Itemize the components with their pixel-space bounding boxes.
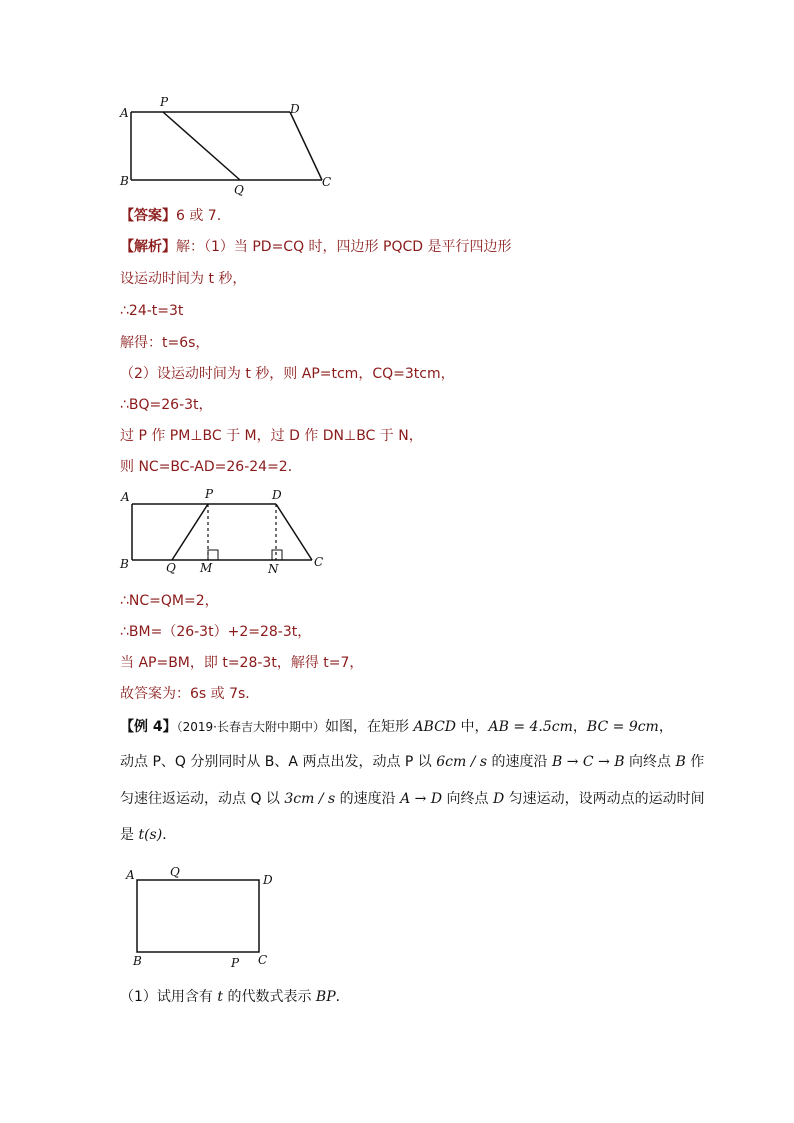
analysis-line-7: 过 P 作 PM⊥BC 于 M，过 D 作 DN⊥BC 于 N， bbox=[120, 428, 423, 444]
label-a: A bbox=[126, 868, 135, 882]
label-c: C bbox=[314, 555, 324, 569]
label-d: D bbox=[263, 873, 273, 887]
label-a: A bbox=[120, 106, 129, 120]
label-q: Q bbox=[166, 561, 176, 575]
question-1: （1）试用含有 t 的代数式表示 BP． bbox=[120, 989, 350, 1005]
label-d: D bbox=[290, 102, 300, 116]
label-c: C bbox=[322, 175, 332, 189]
analysis-line-8: 则 NC=BC-AD=26-24=2． bbox=[120, 459, 302, 475]
label-p: P bbox=[231, 956, 240, 970]
label-b: B bbox=[120, 174, 129, 188]
example-source: （2019·长春吉大附中期中） bbox=[176, 720, 325, 734]
analysis-tag: 【解析】 bbox=[120, 239, 176, 255]
label-b: B bbox=[133, 954, 142, 968]
analysis-line-6: ∴BQ=26-3t， bbox=[120, 397, 213, 413]
label-q: Q bbox=[234, 183, 244, 197]
example-line-2: 动点 P、Q 分别同时从 B、A 两点出发，动点 P 以 6cm / s 的速度沿 B → C → B 向终点 B 作 bbox=[120, 754, 705, 770]
label-q: Q bbox=[170, 865, 180, 879]
analysis-line-5: （2）设运动时间为 t 秒，则 AP=tcm，CQ=3tcm， bbox=[120, 366, 455, 382]
analysis-line-4: 解得：t=6s， bbox=[120, 335, 210, 351]
example-line-3: 匀速往返运动，动点 Q 以 3cm / s 的速度沿 A → D 向终点 D 匀速运动，设两动点的运动时间 bbox=[120, 791, 705, 807]
example-line-4: 是 t(s)． bbox=[120, 827, 177, 843]
analysis-line-11: 当 AP=BM，即 t=28-3t，解得 t=7， bbox=[120, 655, 364, 671]
label-d: D bbox=[272, 488, 282, 502]
answer-tag: 【答案】 bbox=[120, 208, 176, 224]
example-tag: 【例 4】 bbox=[120, 719, 177, 735]
label-p: P bbox=[160, 95, 169, 109]
analysis-line-2: 设运动时间为 t 秒， bbox=[120, 271, 247, 287]
label-b: B bbox=[120, 557, 129, 571]
analysis-line-3: ∴24-t=3t bbox=[120, 303, 184, 319]
label-a: A bbox=[121, 490, 130, 504]
label-n: N bbox=[268, 562, 279, 576]
label-m: M bbox=[200, 561, 213, 575]
analysis-line-10: ∴BM=（26-3t）+2=28-3t， bbox=[120, 624, 312, 640]
label-p: P bbox=[205, 487, 214, 501]
analysis-line-12: 故答案为：6s 或 7s． bbox=[120, 686, 260, 702]
analysis-line-9: ∴NC=QM=2， bbox=[120, 593, 219, 609]
example-line-1: 【例 4】（2019·长春吉大附中期中）如图，在矩形 ABCD 中，AB = 4.5cm，BC = 9cm， bbox=[120, 719, 673, 735]
label-c: C bbox=[258, 953, 268, 967]
analysis-line-1: 【解析】解：（1）当 PD=CQ 时，四边形 PQCD 是平行四边形 bbox=[120, 239, 512, 255]
answer-text: 6 或 7. bbox=[176, 208, 222, 224]
